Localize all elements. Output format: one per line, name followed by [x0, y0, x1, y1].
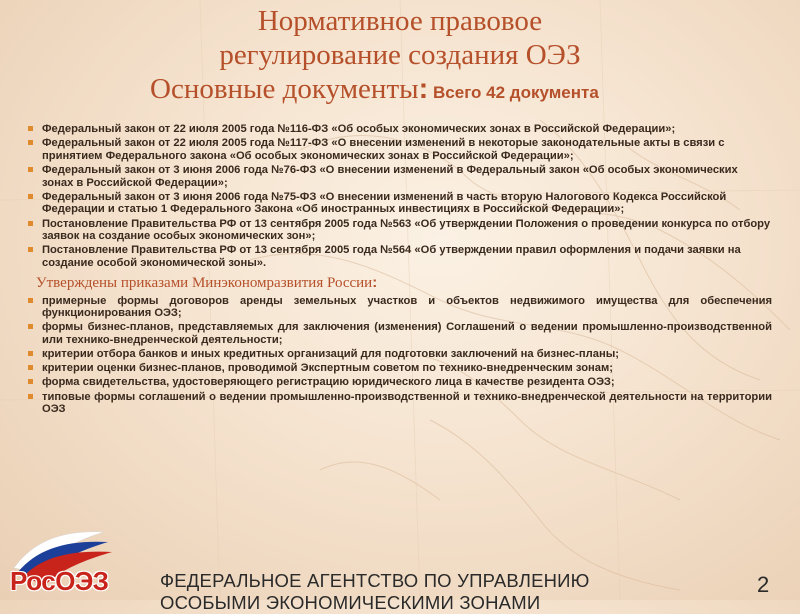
- list-item: Федеральный закон от 3 июня 2006 года №75-ФЗ «О внесении изменений в часть вторую Налогового Кодекса Российской Федерации и статью 1 Федерального Закона «Об иностранных инвестициях в Российской Федерации»;: [28, 191, 772, 216]
- list-item: формы бизнес-планов, представляемых для заключения (изменения) Соглашений о ведении промышленно-производственной или технико-внедренческой деятельности;: [28, 321, 772, 346]
- list-item: Федеральный закон от 22 июля 2005 года №116-ФЗ «Об особых экономических зонах в Российской Федерации»;: [28, 123, 772, 136]
- title-colon: :: [418, 73, 429, 105]
- list-item: Федеральный закон от 3 июня 2006 года №76-ФЗ «О внесении изменений в Федеральный закон «Об особых экономических зонах в Российской Федерации»;: [28, 164, 772, 189]
- list-item: критерии отбора банков и иных кредитных организаций для подготовки заключений на бизнес-планы;: [28, 348, 772, 361]
- bullet-icon: [28, 221, 33, 226]
- bullet-icon: [28, 194, 33, 199]
- bullet-icon: [28, 140, 33, 145]
- footer-agency-name: [160, 570, 590, 613]
- footer-line-1: ФЕДЕРАЛЬНОЕ АГЕНТСТВО ПО УПРАВЛЕНИЮ: [160, 570, 590, 591]
- list-item: критерии оценки бизнес-планов, проводимой Экспертным советом по технико-внедренческим зонам;: [28, 362, 772, 375]
- bullet-icon: [28, 379, 33, 384]
- list-item: примерные формы договоров аренды земельных участков и объектов недвижимого имущества для обеспечения функционирования ОЭЗ;: [28, 295, 772, 320]
- title-line-2: регулирование создания ОЭЗ: [219, 39, 581, 71]
- bullet-icon: [28, 394, 33, 399]
- documents-list: [28, 123, 772, 270]
- title-line-1: Нормативное правовое: [257, 5, 543, 37]
- bullet-icon: [28, 247, 33, 252]
- bullet-icon: [28, 167, 33, 172]
- bullet-icon: [28, 324, 33, 329]
- list-item: Постановление Правительства РФ от 13 сентября 2005 года №564 «Об утверждении правил оформления и подачи заявки на создание особой экономической зоны».: [28, 244, 772, 269]
- page-number: 2: [757, 572, 770, 597]
- orders-heading: Утверждены приказами Минэкономразвития России:: [36, 273, 378, 291]
- list-item: Федеральный закон от 22 июля 2005 года №117-ФЗ «О внесении изменений в некоторые законодательные акты в связи с принятием Федерального закона «Об особых экономических зонах в Российской Федерации»;: [28, 137, 772, 162]
- list-item: типовые формы соглашений о ведении промышленно-производственной и технико-внедренческой деятельности на территории ОЭЗ: [28, 391, 772, 416]
- bullet-icon: [28, 298, 33, 303]
- orders-list: [28, 295, 772, 416]
- logo-text: РосОЭЗ: [10, 566, 109, 596]
- title-main-documents: Основные документы: [150, 73, 419, 105]
- slide-title: [0, 4, 800, 110]
- list-item: форма свидетельства, удостоверяющего регистрацию юридического лица в качестве резидента ОЭЗ;: [28, 376, 772, 389]
- bullet-icon: [28, 351, 33, 356]
- title-line-3: [0, 72, 800, 110]
- slide-content: [28, 123, 772, 417]
- bullet-icon: [28, 365, 33, 370]
- footer-line-2: ОСОБЫМИ ЭКОНОМИЧЕСКИМИ ЗОНАМИ: [160, 592, 541, 613]
- bullet-icon: [28, 126, 33, 131]
- list-item: Постановление Правительства РФ от 13 сентября 2005 года №563 «Об утверждении Положения о проведении конкурса по отбору заявок на создание особых экономических зон»;: [28, 218, 772, 243]
- documents-total: Всего 42 документа: [428, 83, 599, 102]
